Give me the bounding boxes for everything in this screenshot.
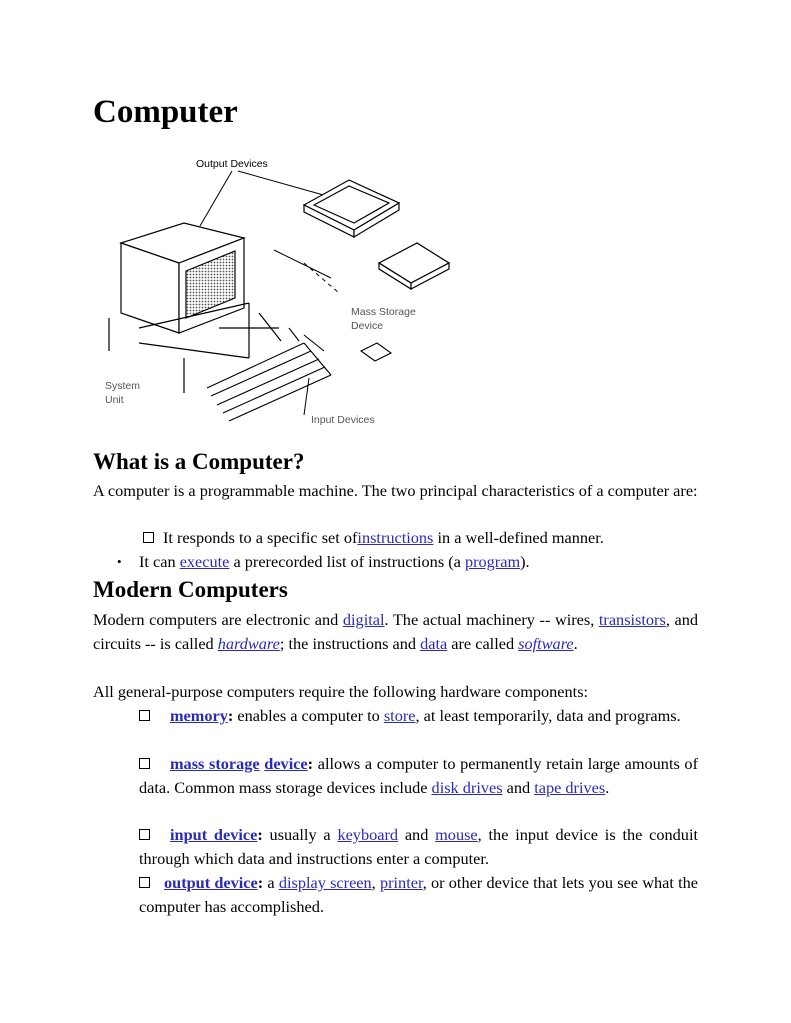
heading-modern-computers: Modern Computers bbox=[93, 577, 288, 602]
mouse-icon bbox=[361, 343, 391, 361]
label-mass-storage: Mass Storage bbox=[351, 306, 416, 318]
link-display-screen[interactable]: display screen bbox=[278, 873, 372, 892]
link-output-device[interactable]: output device bbox=[164, 873, 258, 892]
checkbox-icon bbox=[143, 532, 154, 543]
list-item-responds: It responds to a specific set ofinstructions in a well-defined manner. bbox=[143, 526, 604, 550]
heading-what-is-computer: What is a Computer? bbox=[93, 449, 305, 474]
label-mass-storage-device: Device bbox=[351, 320, 384, 332]
link-memory[interactable]: memory bbox=[170, 706, 228, 725]
page-title: Computer bbox=[93, 94, 238, 130]
link-program[interactable]: program bbox=[464, 552, 521, 571]
link-printer[interactable]: printer bbox=[379, 873, 423, 892]
link-hardware[interactable]: hardware bbox=[217, 633, 280, 653]
computer-diagram-svg bbox=[99, 153, 454, 433]
link-mass-storage[interactable]: mass storage bbox=[170, 754, 260, 773]
monitor-icon bbox=[121, 223, 244, 333]
link-tape-drives[interactable]: tape drives bbox=[534, 777, 606, 797]
component-input-device: input device: usually a keyboard and mouse, the input device is the conduit through which data and instructions enter a computer. bbox=[139, 825, 698, 868]
checkbox-icon bbox=[139, 877, 150, 888]
label-input-devices: Input Devices bbox=[311, 414, 375, 426]
intro-paragraph: A computer is a programmable machine. The two principal characteristics of a computer are: bbox=[93, 481, 698, 500]
keyboard-icon bbox=[207, 328, 331, 421]
computer-diagram bbox=[99, 153, 454, 433]
component-mass-storage: mass storage device: allows a computer to permanently retain large amounts of data. Common mass storage devices include disk drives and tape drives. bbox=[139, 754, 698, 797]
link-transistors[interactable]: transistors bbox=[598, 610, 666, 629]
link-data[interactable]: data bbox=[420, 633, 448, 653]
link-input-device[interactable]: input device bbox=[170, 825, 258, 844]
modern-paragraph: Modern computers are electronic and digital. The actual machinery -- wires, transistors, and circuits -- is called hardware; the instructions and data are called software. bbox=[93, 610, 698, 653]
component-output-device: output device: a display screen, printer, or other device that lets you see what the computer has accomplished. bbox=[139, 873, 698, 916]
link-device[interactable]: device bbox=[264, 754, 308, 773]
component-memory: memory: enables a computer to store, at least temporarily, data and programs. bbox=[139, 704, 698, 728]
components-intro: All general-purpose computers require the following hardware components: bbox=[93, 682, 589, 701]
link-disk-drives[interactable]: disk drives bbox=[431, 777, 503, 797]
disk-drive-icon bbox=[379, 243, 449, 289]
link-keyboard[interactable]: keyboard bbox=[337, 825, 399, 844]
link-mouse[interactable]: mouse bbox=[435, 825, 478, 844]
link-store[interactable]: store bbox=[383, 706, 416, 725]
link-instructions[interactable]: instructions bbox=[357, 528, 434, 547]
label-unit: Unit bbox=[105, 394, 124, 406]
link-digital[interactable]: digital bbox=[342, 610, 385, 629]
label-system: System bbox=[105, 380, 141, 392]
link-execute[interactable]: execute bbox=[179, 552, 230, 571]
printer-icon bbox=[304, 180, 399, 237]
bullet-icon: • bbox=[117, 554, 122, 569]
checkbox-icon bbox=[139, 758, 150, 769]
checkbox-icon bbox=[139, 710, 150, 721]
link-software[interactable]: software bbox=[518, 633, 574, 653]
checkbox-icon bbox=[139, 829, 150, 840]
label-output-devices: Output Devices bbox=[196, 158, 268, 170]
